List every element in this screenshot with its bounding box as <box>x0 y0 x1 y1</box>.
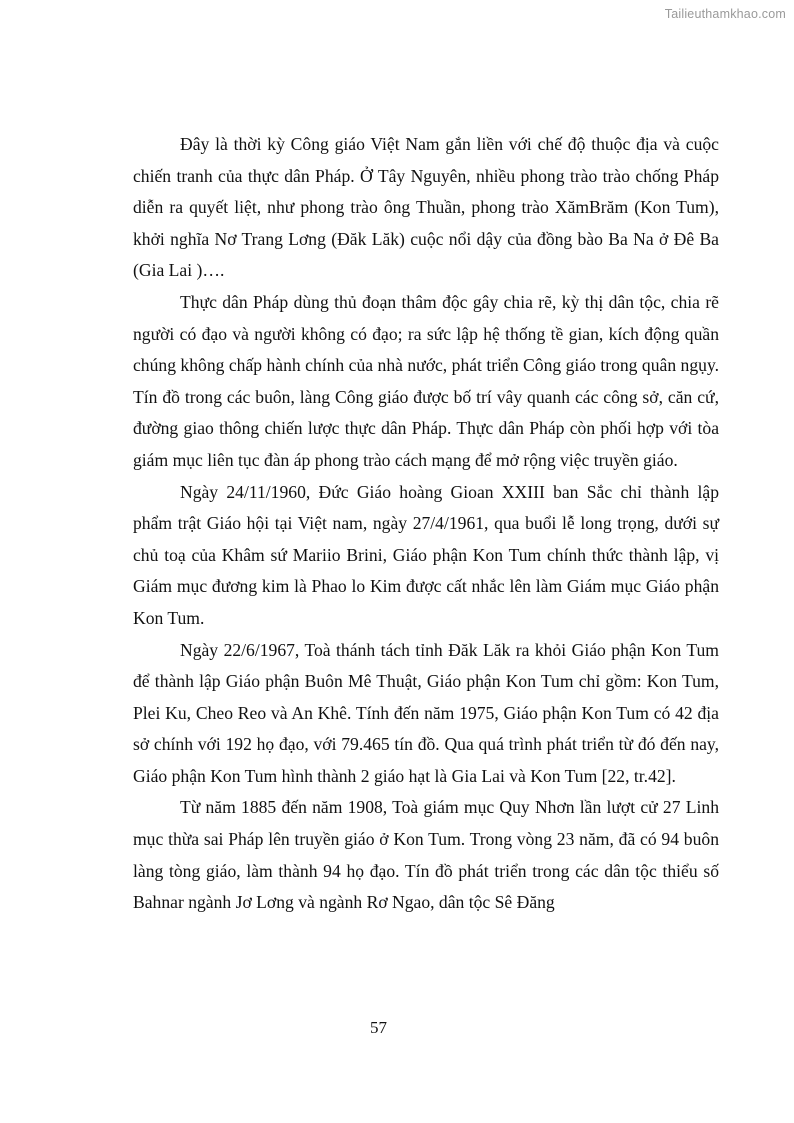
paragraph-2: Thực dân Pháp dùng thủ đoạn thâm độc gây chia rẽ, kỳ thị dân tộc, chia rẽ người có đạo và người không có đạo; ra sức lập hệ thống tề gian, kích động quần chúng không chấp hành chính của nhà nước, phát triển Công giáo trong quân ngụy. Tín đồ trong các buôn, làng Công giáo được bố trí vây quanh các công sở, căn cứ, đường giao thông chiến lược thực dân Pháp. Thực dân Pháp còn phối hợp với tòa giám mục liên tục đàn áp phong trào cách mạng để mở rộng việc truyền giáo. <box>133 291 719 470</box>
paragraph-1: Đây là thời kỳ Công giáo Việt Nam gắn liền với chế độ thuộc địa và cuộc chiến tranh của thực dân Pháp. Ở Tây Nguyên, nhiều phong trào trào chống Pháp diễn ra quyết liệt, như phong trào ông Thuần, phong trào XămBrăm (Kon Tum), khởi nghĩa Nơ Trang Lơng (Đăk Lăk) cuộc nổi dậy của đồng bào Ba Na ở Đê Ba (Gia Lai )…. <box>133 134 719 281</box>
paragraph-3: Ngày 24/11/1960, Đức Giáo hoàng Gioan XXIII ban Sắc chỉ thành lập phẩm trật Giáo hội tại Việt nam, ngày 27/4/1961, qua buổi lễ long trọng, dưới sự chủ toạ của Khâm sứ Mariio Brini, Giáo phận Kon Tum chính thức thành lập, vị Giám mục đương kim là Phao lo Kim được cất nhắc lên làm Giám mục Giáo phận Kon Tum. <box>133 481 719 628</box>
page-number: 57 <box>370 1018 387 1037</box>
watermark: Tailieuthamkhao.com <box>664 7 786 21</box>
paragraph-4: Ngày 22/6/1967, Toà thánh tách tỉnh Đăk Lăk ra khỏi Giáo phận Kon Tum để thành lập Giáo phận Buôn Mê Thuật, Giáo phận Kon Tum chỉ gồm: Kon Tum, Plei Ku, Cheo Reo và An Khê. Tính đến năm 1975, Giáo phận Kon Tum có 42 địa sở chính với 192 họ đạo, với 79.465 tín đồ. Qua quá trình phát triển từ đó đến nay, Giáo phận Kon Tum hình thành 2 giáo hạt là Gia Lai và Kon Tum [22, tr.42]. <box>133 639 719 786</box>
paragraph-5: Từ năm 1885 đến năm 1908, Toà giám mục Quy Nhơn lần lượt cử 27 Linh mục thừa sai Pháp lên truyền giáo ở Kon Tum. Trong vòng 23 năm, đã có 94 buôn làng tòng giáo, làm thành 94 họ đạo. Tín đồ phát triển trong các dân tộc thiểu số Bahnar ngành Jơ Lơng và ngành Rơ Ngao, dân tộc Sê Đăng <box>133 797 719 913</box>
document-body <box>133 129 719 919</box>
